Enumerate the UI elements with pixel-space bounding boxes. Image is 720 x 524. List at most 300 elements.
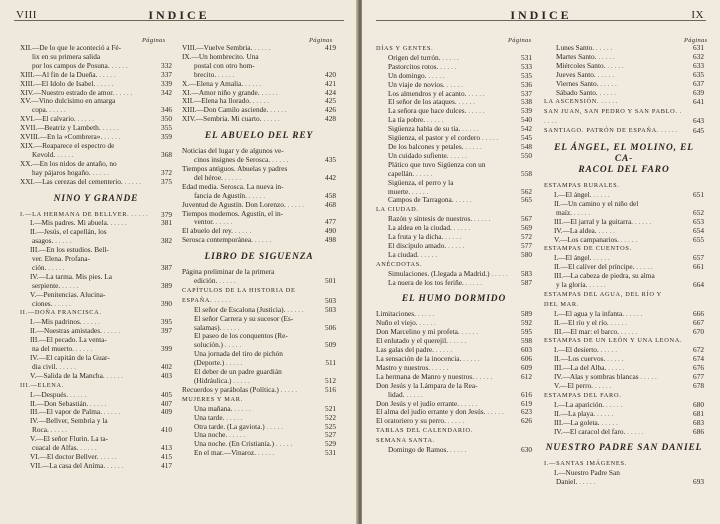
entry-page-number: 537 <box>521 88 532 98</box>
leader-dots: . . . . . <box>98 451 117 461</box>
entry-title: Sigüenza, el perro y la <box>388 177 454 187</box>
entry-page-number: 654 <box>693 225 704 235</box>
entry-title: ESTAMPAS DEL AGUA, DEL RÍO Y <box>544 290 662 298</box>
entry-title: Jueves Santo. <box>556 69 596 79</box>
entry-page-number: 667 <box>693 317 704 327</box>
entry-page-number: 565 <box>521 195 532 205</box>
index-entry <box>182 286 336 306</box>
leader-dots: . . . . . <box>231 376 250 385</box>
entry-title: SANTIAGO. PATRÓN DE ESPAÑA. <box>544 127 660 135</box>
leader-dots: . . . . . <box>595 69 614 79</box>
entry-page-number: 522 <box>325 412 336 422</box>
leader-dots: . . . . . <box>252 235 272 245</box>
entry-title: LA CIUDAD. <box>376 206 419 214</box>
section-heading: EL ÁNGEL, EL MOLINO, EL CA- <box>554 143 694 165</box>
leader-dots: . . . . . <box>418 249 438 259</box>
entry-page-number: 342 <box>161 87 172 97</box>
entry-page-number: 435 <box>325 155 336 165</box>
entry-page-number: 516 <box>325 384 336 394</box>
leader-dots: . . . . . <box>592 381 612 390</box>
entry-page-number: 379 <box>161 209 172 219</box>
entry-title: II.—La playa. <box>554 408 596 418</box>
entry-page-number: 598 <box>521 336 532 346</box>
entry-title: II.—El calíver del príncipe. <box>554 262 635 272</box>
entry-title: ANÉCDOTAS. <box>376 260 423 268</box>
entry-page-number: 548 <box>521 141 532 151</box>
entry-title: La sensación de la inocencia. <box>376 354 462 363</box>
entry-title: VII.—La casa del Aníma. <box>30 460 106 470</box>
entry-page-number: 639 <box>693 87 704 97</box>
entry-title: I.—Después. <box>30 389 69 399</box>
entry-title: maíz. <box>556 207 573 217</box>
leader-dots: . . . . . <box>212 294 231 304</box>
entry-title: I.—SANTAS IMÁGENES. <box>544 460 627 468</box>
leader-dots: . . . . . <box>624 308 643 318</box>
entry-title: XIV.—Sembria. Mi cuarto. <box>182 114 262 124</box>
leader-dots: . . . . . <box>480 133 499 143</box>
leader-dots: . . . . . <box>425 115 444 125</box>
leader-dots: . . . . . <box>410 186 429 196</box>
leader-dots: . . . . . <box>75 114 94 124</box>
entry-page-number: 535 <box>521 70 532 80</box>
left-page <box>0 0 358 524</box>
entry-title: V.—Penitencias. Alucina- <box>30 289 106 299</box>
entry-page-number: 653 <box>693 216 704 226</box>
entry-page-number: 458 <box>325 190 336 200</box>
entry-page-number: 580 <box>521 249 532 259</box>
leader-dots: . . . . . <box>444 79 463 89</box>
entry-title: Nuño el viejo. <box>376 318 418 328</box>
entry-title: Sábado Santo. <box>556 87 598 97</box>
leader-dots: . . . . . <box>252 43 271 52</box>
entry-page-number: 521 <box>325 403 336 413</box>
entry-title: III.—La cabeza de piedra, su alma <box>554 271 655 281</box>
entry-page-number: 477 <box>325 217 336 227</box>
section-heading: NUESTRO PADRE SAN DANIEL <box>545 443 703 454</box>
entry-title: Don Jesús y la Lámpara de la Rea- <box>376 380 478 390</box>
entry-title: Recuerdos y parábolas (Política.) <box>182 384 279 394</box>
entry-title: fancia de Agustín. <box>194 190 247 200</box>
leader-dots: . . . . . <box>250 96 270 106</box>
entry-page-number: 359 <box>161 132 172 142</box>
section-heading: EL HUMO DORMIDO <box>401 294 507 305</box>
leader-dots: . . . . . <box>459 327 478 337</box>
index-entry <box>544 382 704 391</box>
entry-title: Serosca contemporánea. <box>182 235 253 245</box>
leader-dots: . . . . . <box>270 155 289 165</box>
leader-dots: . . . . . <box>474 371 493 381</box>
entry-title: serpiente. <box>32 280 61 290</box>
index-entry <box>182 236 336 245</box>
entry-title: II.—Jesús, el capellán, los <box>30 227 107 237</box>
entry-title: I.—El agua y la infanta. <box>554 308 625 318</box>
entry-title: I.—El ángel. <box>554 253 592 263</box>
entry-page-number: 558 <box>521 168 532 178</box>
entry-title: DEL MAR. <box>544 300 580 308</box>
entry-title: Página preliminar de la primera <box>182 267 275 277</box>
entry-page-number: 511 <box>325 358 336 368</box>
leader-dots: . . . . . <box>224 358 243 368</box>
leader-dots: . . . . . <box>216 69 235 79</box>
leader-dots: . . . . . <box>261 114 280 124</box>
right-index-column-1 <box>376 44 532 455</box>
leader-dots: . . . . . <box>634 262 653 272</box>
entry-title: II.—Nuestras amistades. <box>30 326 102 336</box>
leader-dots: . . . . . <box>255 448 275 458</box>
entry-page-number: 587 <box>521 277 532 287</box>
entry-title: I.—Mis padrinos. <box>30 317 82 327</box>
entry-page-number: 409 <box>161 407 172 417</box>
entry-title: Kevold. <box>32 149 56 159</box>
entry-title: XI.—Amor niño y grande. <box>182 87 260 97</box>
entry-title: del héroe. <box>194 172 223 182</box>
entry-page-number: 631 <box>693 43 704 52</box>
entry-page-number: 616 <box>521 389 532 399</box>
entry-title: DÍAS Y GENTES. <box>376 45 434 52</box>
entry-page-number: 641 <box>693 97 704 107</box>
entry-page-number: 657 <box>693 253 704 263</box>
leader-dots: . . . . . <box>129 208 148 218</box>
entry-title: I.—El desierto. <box>554 345 599 355</box>
entry-page-number: 540 <box>521 115 532 125</box>
entry-title: XVII.—Beatriz y Lambeth. <box>20 123 101 133</box>
entry-title: ventor. <box>194 217 215 227</box>
entry-page-number: 403 <box>161 370 172 380</box>
entry-page-number: 346 <box>161 105 172 115</box>
entry-page-number: 419 <box>325 43 336 52</box>
entry-title: Mastro y nuestros. <box>376 362 431 372</box>
entry-title: El señor de Escalona (Justicia). <box>194 304 286 314</box>
entry-title: Una tarde. <box>194 412 225 422</box>
entry-title: Daniel. <box>556 477 578 487</box>
index-entry <box>20 372 172 381</box>
leader-dots: . . . . . <box>278 384 298 394</box>
entry-title: (Hidráulica.) <box>194 376 232 385</box>
leader-dots: . . . . . <box>598 78 617 88</box>
entry-title: cinos insignes de Serosca. <box>194 155 271 165</box>
left-index-column-2 <box>182 44 336 458</box>
entry-title: La ciudad. <box>388 249 419 259</box>
leader-dots: . . . . . <box>448 150 467 160</box>
leader-dots: . . . . . <box>104 370 123 380</box>
entry-title: SEMANA SANTA. <box>376 437 435 445</box>
entry-page-number: 577 <box>521 240 532 250</box>
leader-dots: . . . . . <box>451 223 471 233</box>
entry-title: IV.—El caracol del faro. <box>554 426 626 436</box>
entry-title: IX.—Un hombrecito. Una <box>182 51 259 61</box>
leader-dots: . . . . . <box>81 317 100 327</box>
index-entry <box>544 290 704 300</box>
leader-dots: . . . . . <box>599 96 618 106</box>
entry-title: La señora que hace dulces. <box>388 106 467 116</box>
entry-page-number: 442 <box>325 172 336 182</box>
index-entry <box>182 115 336 124</box>
entry-title: brecito. <box>194 69 217 79</box>
entry-title: ESTAMPAS RURALES. <box>544 182 620 190</box>
entry-page-number: 681 <box>693 408 704 418</box>
entry-title: Un cuidado sufiente. <box>388 150 449 160</box>
entry-title: Sigüenza, el pastor y el cordero <box>388 133 480 143</box>
entry-title: III.—El jarral y la guitarra. <box>554 216 634 226</box>
entry-title: El discípulo amado. <box>388 240 447 250</box>
entry-page-number: 527 <box>325 430 336 440</box>
index-entry <box>20 178 172 187</box>
leader-dots: . . . . . <box>417 318 436 328</box>
entry-title: III.—ELENA. <box>20 381 65 389</box>
section-heading: EL ABUELO DEL REY <box>204 131 314 142</box>
leader-dots: . . . . . <box>48 425 68 435</box>
leader-dots: . . . . . <box>591 189 610 199</box>
entry-title: Razón y síntesis de nuestros. <box>388 214 473 224</box>
entry-title: XIV.—Nuestro estrado de amor. <box>20 87 115 97</box>
entry-page-number: 337 <box>161 69 172 79</box>
leader-dots: . . . . . <box>463 141 482 151</box>
entry-page-number: 583 <box>521 268 532 278</box>
entry-title: III.—El pecado. La venta- <box>30 335 107 345</box>
entry-title: dia civil. <box>32 361 58 371</box>
entry-page-number: 529 <box>325 439 336 449</box>
leader-dots: . . . . . <box>264 421 283 431</box>
entry-page-number: 562 <box>521 186 532 196</box>
entry-title: XVIII.—En la «Combrera». <box>20 132 103 142</box>
leader-dots: . . . . . <box>221 322 240 332</box>
entry-title: Una noche. (En Cristianía.) <box>194 439 275 449</box>
leader-dots: . . . . . <box>214 217 233 227</box>
leader-dots: . . . . . <box>285 304 304 314</box>
entry-title: Miércoles Santo. <box>556 60 606 70</box>
entry-page-number: 626 <box>521 416 532 426</box>
leader-dots: . . . . . <box>90 167 109 177</box>
entry-page-number: 678 <box>693 381 704 390</box>
leader-dots: . . . . . <box>619 326 638 336</box>
leader-dots: . . . . . <box>591 253 610 263</box>
right-col2-paginas-label: Páginas <box>684 37 708 44</box>
leader-dots: . . . . . <box>246 190 266 200</box>
entry-page-number: 397 <box>161 326 172 336</box>
entry-title: Pastorcitos rotos. <box>388 61 439 71</box>
entry-title: ver. Elena. Profana- <box>32 254 90 264</box>
entry-title: solución.) <box>194 340 223 350</box>
leader-dots: . . . . . <box>489 268 508 278</box>
entry-page-number: 538 <box>521 97 532 107</box>
index-entry <box>544 126 704 136</box>
leader-dots: . . . . . <box>97 69 116 79</box>
entry-title: XIII.—El Idolo de Isabel. <box>20 78 96 88</box>
leader-dots: . . . . . <box>101 407 121 417</box>
entry-page-number: 674 <box>693 354 704 364</box>
entry-page-number: 606 <box>521 354 532 363</box>
entry-page-number: 490 <box>325 226 336 236</box>
index-entry <box>544 281 704 290</box>
index-entry <box>544 89 704 98</box>
entry-page-number: 531 <box>521 52 532 62</box>
entry-title: Un viaje de novios. <box>388 79 445 89</box>
entry-page-number: 550 <box>521 150 532 160</box>
leader-dots: . . . . . <box>598 345 618 355</box>
entry-title: V.—El señor Flurin. La ta- <box>30 434 109 444</box>
entry-page-number: 569 <box>521 223 532 233</box>
entry-title: II.—Los cuervos. <box>554 354 606 364</box>
leader-dots: . . . . . <box>460 124 479 134</box>
leader-dots: . . . . . <box>466 88 485 98</box>
entry-page-number: 420 <box>325 69 336 79</box>
right-index-column-2 <box>544 44 704 487</box>
entry-title: SAN JUAN, SAN PEDRO Y SAN PABLO. <box>544 108 678 116</box>
entry-page-number: 498 <box>325 235 336 245</box>
leader-dots: . . . . . <box>109 60 128 70</box>
entry-title: Sigüenza habla de su tía. <box>388 124 461 134</box>
entry-page-number: 595 <box>521 327 532 337</box>
entry-title: Viernes Santo. <box>556 78 599 88</box>
leader-dots: . . . . . <box>453 195 472 205</box>
left-col2-paginas-label: Páginas <box>309 37 333 44</box>
entry-page-number: 506 <box>325 322 336 332</box>
entry-page-number: 542 <box>521 124 532 134</box>
leader-dots: . . . . . <box>224 412 243 422</box>
entry-page-number: 635 <box>693 69 704 79</box>
entry-page-number: 525 <box>325 421 336 431</box>
leader-dots: . . . . . <box>577 477 596 487</box>
entry-title: El alma del judío errante y don Jesús. <box>376 407 486 417</box>
entry-title: XXI.—Las cerezas del cementerio. <box>20 176 123 186</box>
entry-page-number: 533 <box>521 61 532 71</box>
leader-dots: . . . . . <box>268 105 287 115</box>
entry-page-number: 509 <box>325 340 336 350</box>
entry-title: Lunes Santo. <box>556 43 595 52</box>
entry-title: MUJERES Y MAR. <box>182 395 243 403</box>
entry-title: El enlutado y el querejil. <box>376 336 448 346</box>
leader-dots: . . . . . <box>60 280 79 290</box>
leader-dots: . . . . . <box>446 240 465 250</box>
entry-page-number: 468 <box>325 199 336 209</box>
entry-title: muerte. <box>388 186 411 196</box>
entry-title: El paseo de los conquentos (Re- <box>194 331 288 341</box>
leader-dots: . . . . . <box>55 149 74 159</box>
leader-dots: . . . . . <box>459 398 478 408</box>
entry-title: XIII.—Don Camilo asciende. <box>182 105 269 115</box>
leader-dots: . . . . . <box>415 309 435 319</box>
entry-page-number: 539 <box>521 106 532 116</box>
leader-dots: . . . . . <box>440 52 459 62</box>
entry-title: III.—La goleta. <box>554 417 600 427</box>
leader-dots: . . . . . <box>447 336 467 346</box>
entry-page-number: 672 <box>693 345 704 355</box>
leader-dots: . . . . . <box>659 125 678 135</box>
leader-dots: . . . . . <box>95 78 114 88</box>
index-entry <box>182 386 336 395</box>
index-entry <box>20 300 172 309</box>
leader-dots: . . . . . <box>608 317 627 327</box>
entry-title: II.—El río y el río. <box>554 317 609 327</box>
index-entry <box>544 328 704 337</box>
entry-page-number: 632 <box>693 51 704 61</box>
entry-title: IV.—La tarma. Mis pies. La <box>30 271 112 281</box>
entry-title: (Deporte.) <box>194 358 225 368</box>
leader-dots: . . . . . <box>597 87 617 97</box>
leader-dots: . . . . . <box>596 51 615 61</box>
entry-page-number: 630 <box>521 445 532 455</box>
leader-dots: . . . . . <box>243 78 262 88</box>
entry-title: ESTAMPAS DEL FARO. <box>544 391 622 399</box>
entry-page-number: 402 <box>161 361 172 371</box>
entry-title: IV.—Bellver, Sembria y la <box>30 416 108 426</box>
left-col1-paginas-label: Páginas <box>142 37 166 44</box>
leader-dots: . . . . . <box>222 172 242 182</box>
entry-page-number: 676 <box>693 363 704 373</box>
entry-page-number: 421 <box>325 78 336 88</box>
entry-title: Don Marcelino y mi profeta. <box>376 327 460 337</box>
entry-page-number: 637 <box>693 78 704 88</box>
entry-title: Un domingo. <box>388 70 427 80</box>
leader-dots: . . . . . <box>114 87 133 97</box>
leader-dots: . . . . . <box>544 106 682 126</box>
entry-title: capellán. <box>388 168 415 178</box>
entry-title: CAPÍTULOS DE LA HISTORIA DE ESPAÑA. <box>182 286 296 304</box>
left-header-rule <box>14 20 344 21</box>
entry-title: El deber de un padre guardián <box>194 367 282 377</box>
leader-dots: . . . . . <box>46 262 65 272</box>
leader-dots: . . . . . <box>227 430 246 440</box>
leader-dots: . . . . . <box>633 216 652 226</box>
entry-page-number: 572 <box>521 232 532 242</box>
entry-page-number: 623 <box>521 407 532 417</box>
entry-title: VI.—El doctor Bellver. <box>30 451 99 461</box>
entry-title: I.—El ángel. <box>554 189 592 199</box>
leader-dots: . . . . . <box>78 443 97 453</box>
leader-dots: . . . . . <box>88 398 107 408</box>
entry-title: copa. <box>32 105 48 115</box>
entry-title: Simulaciones. (Llegada a Madrid.) <box>388 268 490 278</box>
leader-dots: . . . . . <box>68 389 87 399</box>
right-page <box>362 0 720 524</box>
entry-title: La fruta y la dicha. <box>388 232 444 242</box>
entry-title: El abuelo del rey. <box>182 226 233 236</box>
leader-dots: . . . . . <box>443 232 462 242</box>
leader-dots: . . . . . <box>414 168 433 178</box>
right-page-running-title: INDICE <box>510 8 572 22</box>
entry-page-number: 536 <box>521 79 532 89</box>
leader-dots: . . . . . <box>472 214 491 224</box>
entry-title: postal con otro hom- <box>194 60 255 70</box>
index-entry <box>376 196 532 205</box>
entry-page-number: 531 <box>325 448 336 458</box>
entry-title: Una jornada del tiro de pichón <box>194 349 283 359</box>
leader-dots: . . . . . <box>222 340 242 350</box>
entry-title: na del muerto. <box>32 344 74 354</box>
leader-dots: . . . . . <box>625 426 644 436</box>
entry-title: El señor Carrera y su sucesor (Es- <box>194 313 294 323</box>
leader-dots: . . . . . <box>101 326 121 336</box>
entry-title: hay pájaros hogaño. <box>32 167 91 177</box>
entry-title: III.—La del Alba. <box>554 363 607 373</box>
entry-page-number: 413 <box>161 443 172 453</box>
leader-dots: . . . . . <box>285 199 305 209</box>
entry-page-number: 372 <box>161 167 172 177</box>
entry-page-number: 693 <box>693 477 704 487</box>
leader-dots: . . . . . <box>461 354 480 363</box>
entry-title: Domingo de Ramos. <box>388 445 449 455</box>
entry-page-number: 643 <box>693 116 704 126</box>
entry-page-number: 501 <box>325 276 336 286</box>
leader-dots: . . . . . <box>232 403 251 413</box>
entry-page-number: 425 <box>325 96 336 106</box>
entry-title: Juventud de Agustín. Don Lorenzo. <box>182 199 286 209</box>
leader-dots: . . . . . <box>605 60 624 70</box>
entry-page-number: 389 <box>161 280 172 290</box>
entry-title: I.—Nuestro Padre San <box>554 468 620 478</box>
entry-title: De los balcones y petales. <box>388 141 464 151</box>
entry-page-number: 410 <box>161 425 172 435</box>
